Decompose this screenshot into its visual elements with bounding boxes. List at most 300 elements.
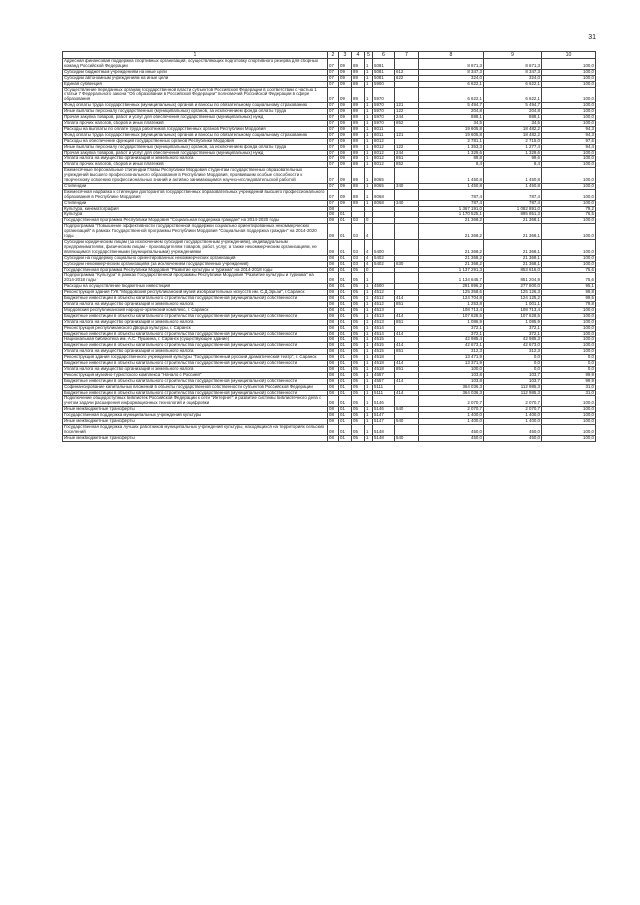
code-expense-type-cell: 121 — [395, 103, 419, 109]
amount-planned-cell: 125 358,6 — [419, 290, 484, 296]
amount-planned-cell: 8,4 — [419, 162, 484, 168]
code-subsection-cell: 09 — [339, 162, 352, 168]
code-section-cell: 07 — [328, 162, 339, 168]
percent-executed-cell: 99,9 — [542, 378, 596, 384]
percent-executed-cell: 100,0 — [542, 103, 596, 109]
row-name-cell: Бюджетные инвестиции в объекты капитального строительства государственной (муниципальной) собственности — [63, 313, 328, 319]
code-subprogram-cell: 1 — [365, 168, 373, 184]
code-subsection-cell: 01 — [339, 419, 352, 425]
row-name-cell: Софинансирование капитальных вложений в объекты государственной собственности субъектов Российской Федерации — [63, 384, 328, 390]
amount-executed-cell: 6 622,1 — [484, 81, 542, 87]
code-subsection-cell: 01 — [339, 284, 352, 290]
code-article-cell: 4518 — [373, 361, 395, 367]
code-subprogram-cell: 1 — [365, 301, 373, 307]
amount-executed-cell: 1 082 891,0 — [484, 206, 542, 212]
code-subsection-cell: 01 — [339, 261, 352, 267]
code-program-cell: 05 — [352, 273, 365, 284]
code-article-cell: 8012 — [373, 144, 395, 150]
code-program-cell: 05 — [352, 349, 365, 355]
code-expense-type-cell: 122 — [395, 109, 419, 115]
amount-planned-cell: 1 450,8 — [419, 168, 484, 184]
budget-table-sheet — [62, 51, 595, 442]
code-subprogram-cell: 1 — [365, 81, 373, 87]
amount-executed-cell: 107 628,5 — [484, 313, 542, 319]
code-program-cell: 05 — [352, 284, 365, 290]
amount-executed-cell: 21 368,1 — [484, 224, 542, 240]
code-program-cell: 05 — [352, 307, 365, 313]
code-program-cell: 05 — [352, 301, 365, 307]
amount-executed-cell: 312,3 — [484, 349, 542, 355]
code-program-cell: 89 — [352, 168, 365, 184]
code-subprogram-cell: 1 — [365, 75, 373, 81]
row-name-cell: Бюджетные инвестиции в объекты капитального строительства государственной (муниципальной) собственности — [63, 390, 328, 396]
row-name-cell: Бюджетные инвестиции в объекты капитального строительства государственной (муниципальной) собственности — [63, 378, 328, 384]
percent-executed-cell: 100,0 — [542, 115, 596, 121]
code-expense-type-cell: 244 — [395, 115, 419, 121]
code-article-cell: 4512 — [373, 290, 395, 296]
code-section-cell: 07 — [328, 138, 339, 144]
code-article-cell — [373, 273, 395, 284]
code-subprogram-cell: 0 — [365, 267, 373, 273]
code-subprogram-cell: 1 — [365, 313, 373, 319]
code-expense-type-cell: 414 — [395, 390, 419, 396]
code-article-cell — [373, 224, 395, 240]
amount-executed-cell: 1 400,0 — [484, 413, 542, 419]
code-program-cell: 89 — [352, 200, 365, 206]
code-section-cell: 08 — [328, 301, 339, 307]
column-number-row — [63, 52, 596, 59]
amount-executed-cell: 124 125,2 — [484, 296, 542, 302]
code-subsection-cell: 01 — [339, 240, 352, 256]
row-name-cell: Бюджетные инвестиции в объекты капитального строительства государственной (муниципальной) собственности — [63, 296, 328, 302]
row-name-cell: Уплата прочих налогов, сборов и иных платежей — [63, 162, 328, 168]
amount-planned-cell: 1 353,3 — [419, 144, 484, 150]
percent-executed-cell: 100,0 — [542, 407, 596, 413]
amount-executed-cell: 103,7 — [484, 372, 542, 378]
code-program-cell: 89 — [352, 156, 365, 162]
code-article-cell: 5111 — [373, 390, 395, 396]
code-article-cell: 8068 — [373, 200, 395, 206]
percent-executed-cell: 31,0 — [542, 384, 596, 390]
amount-executed-cell: 103,7 — [484, 378, 542, 384]
amount-executed-cell: 372,1 — [484, 331, 542, 337]
code-article-cell: 5146 — [373, 396, 395, 407]
percent-executed-cell: 75,6 — [542, 267, 596, 273]
row-name-cell: Реконструкция республиканского Дворца культуры, г. Саранск — [63, 325, 328, 331]
amount-planned-cell: 372,1 — [419, 325, 484, 331]
code-section-cell: 08 — [328, 273, 339, 284]
code-subsection-cell: 09 — [339, 115, 352, 121]
code-article-cell: 4515 — [373, 343, 395, 349]
code-subsection-cell: 01 — [339, 331, 352, 337]
amount-executed-cell: 5 494,7 — [484, 103, 542, 109]
code-article-cell: 8068 — [373, 189, 395, 200]
amount-planned-cell: 21 368,2 — [419, 224, 484, 240]
code-subsection-cell: 01 — [339, 212, 352, 218]
code-subsection-cell: 01 — [339, 290, 352, 296]
code-subprogram-cell: 1 — [365, 366, 373, 372]
code-subsection-cell: 01 — [339, 255, 352, 261]
percent-executed-cell: 100,0 — [542, 413, 596, 419]
code-article-cell: 4514 — [373, 331, 395, 337]
amount-planned-cell: 42 673,1 — [419, 343, 484, 349]
amount-planned-cell: 204,8 — [419, 109, 484, 115]
table-header — [63, 52, 596, 59]
code-subsection-cell: 01 — [339, 413, 352, 419]
percent-executed-cell: 100,0 — [542, 168, 596, 184]
percent-executed-cell: 100,0 — [542, 337, 596, 343]
code-program-cell: 05 — [352, 331, 365, 337]
row-name-cell: Государственная поддержка лучших работников муниципальных учреждений культуры, находящихся на территориях сельских поселений — [63, 425, 328, 436]
code-subsection-cell: 01 — [339, 301, 352, 307]
code-expense-type-cell: 414 — [395, 343, 419, 349]
percent-executed-cell: 0,0 — [542, 361, 596, 367]
amount-planned-cell: 19 605,8 — [419, 126, 484, 132]
amount-executed-cell: 112 985,3 — [484, 384, 542, 390]
code-subprogram-cell: 1 — [365, 59, 373, 70]
code-program-cell: 03 — [352, 218, 365, 224]
amount-planned-cell: 1 400,0 — [419, 419, 484, 425]
code-subsection-cell: 09 — [339, 183, 352, 189]
code-subsection-cell: 01 — [339, 337, 352, 343]
code-article-cell: 5081 — [373, 69, 395, 75]
row-name-cell: Иные выплаты персоналу государственных (муниципальных) органов, за исключением фонда оплаты труда — [63, 144, 328, 150]
code-subsection-cell: 09 — [339, 81, 352, 87]
code-subprogram-cell: 1 — [365, 284, 373, 290]
table-row — [63, 189, 596, 200]
amount-planned-cell: 787,4 — [419, 200, 484, 206]
code-article-cell: 4500 — [373, 284, 395, 290]
code-article-cell: 8011 — [373, 132, 395, 138]
code-expense-type-cell: 414 — [395, 331, 419, 337]
row-name-cell: Уплата налога на имущество организаций и земельного налога — [63, 349, 328, 355]
code-article-cell: 8012 — [373, 150, 395, 156]
row-name-cell: Прочая закупка товаров, работ и услуг для обеспечения государственных (муниципальных) нужд — [63, 150, 328, 156]
amount-planned-cell: 372,1 — [419, 331, 484, 337]
code-article-cell: 4513 — [373, 313, 395, 319]
amount-executed-cell: 1 277,4 — [484, 144, 542, 150]
code-section-cell: 07 — [328, 168, 339, 184]
code-expense-type-cell: 414 — [395, 313, 419, 319]
percent-executed-cell: 100,0 — [542, 81, 596, 87]
code-article-cell: 5111 — [373, 384, 395, 390]
amount-executed-cell: 2 070,7 — [484, 396, 542, 407]
code-subsection-cell: 01 — [339, 218, 352, 224]
code-program-cell: 89 — [352, 126, 365, 132]
code-subprogram-cell: 1 — [365, 331, 373, 337]
column-number: 7 — [395, 52, 419, 59]
code-section-cell: 08 — [328, 261, 339, 267]
code-article-cell: 4557 — [373, 378, 395, 384]
column-number: 6 — [373, 52, 395, 59]
amount-executed-cell: 787,4 — [484, 189, 542, 200]
code-article-cell: 4518 — [373, 355, 395, 361]
code-program-cell: 05 — [352, 343, 365, 349]
code-program-cell: 89 — [352, 115, 365, 121]
code-expense-type-cell — [395, 396, 419, 407]
row-name-cell: Ежемесячные персональные стипендии Главы Республики Мордовия студентам государственных образовательных учреждений высшего профессионального образования в Республике Мордовия, проявившим особые способности к творческому освоению профессиональных знаний и активно занимающимся научно-исследовательской работой — [63, 168, 328, 184]
row-name-cell: Расходы на осуществление бюджетных инвестиций — [63, 284, 328, 290]
code-program-cell: 89 — [352, 120, 365, 126]
percent-executed-cell: 99,8 — [542, 290, 596, 296]
code-subprogram-cell: 1 — [365, 162, 373, 168]
amount-planned-cell: 21 368,2 — [419, 255, 484, 261]
row-name-cell: Уплата налога на имущество организаций и земельного налога — [63, 156, 328, 162]
code-program-cell: 89 — [352, 183, 365, 189]
code-expense-type-cell: 851 — [395, 156, 419, 162]
amount-planned-cell: 364 036,3 — [419, 384, 484, 390]
amount-executed-cell: 1 450,8 — [484, 168, 542, 184]
row-name-cell: Стипендии — [63, 200, 328, 206]
code-section-cell: 08 — [328, 267, 339, 273]
percent-executed-cell: 100,0 — [542, 156, 596, 162]
amount-executed-cell: 34,5 — [484, 120, 542, 126]
code-expense-type-cell: 852 — [395, 162, 419, 168]
code-section-cell: 07 — [328, 189, 339, 200]
row-name-cell: Расходы на обеспечение функций государственных органов Республики Мордовия — [63, 138, 328, 144]
code-subsection-cell: 09 — [339, 156, 352, 162]
row-name-cell: Расходы на выплаты по оплате труда работников государственных органов Республики Мордовия — [63, 126, 328, 132]
row-name-cell: Реконструкция музейно-туристского комплекса "Начало с Россией" — [63, 372, 328, 378]
code-article-cell: 5970 — [373, 103, 395, 109]
code-section-cell: 07 — [328, 156, 339, 162]
percent-executed-cell: 95,1 — [542, 284, 596, 290]
amount-executed-cell: 108 713,4 — [484, 307, 542, 313]
percent-executed-cell: 94,4 — [542, 144, 596, 150]
code-expense-type-cell: 540 — [395, 435, 419, 441]
code-article-cell: 5148 — [373, 435, 395, 441]
code-program-cell: 05 — [352, 419, 365, 425]
percent-executed-cell: 100,0 — [542, 435, 596, 441]
code-section-cell: 08 — [328, 307, 339, 313]
code-expense-type-cell: 414 — [395, 296, 419, 302]
row-name-cell: Уплата налога на имущество организаций и земельного налога — [63, 301, 328, 307]
row-name-cell: Бюджетные инвестиции в объекты капитального строительства государственной (муниципальной) собственности — [63, 361, 328, 367]
percent-executed-cell: 100,0 — [542, 313, 596, 319]
amount-executed-cell: 1 001,1 — [484, 301, 542, 307]
code-expense-type-cell: 414 — [395, 378, 419, 384]
row-name-cell: Стипендии — [63, 183, 328, 189]
code-section-cell: 08 — [328, 337, 339, 343]
code-subprogram-cell: 1 — [365, 87, 373, 103]
code-section-cell: 08 — [328, 361, 339, 367]
amount-planned-cell: 34,5 — [419, 120, 484, 126]
amount-planned-cell: 108 713,4 — [419, 307, 484, 313]
amount-planned-cell: 6 622,1 — [419, 87, 484, 103]
amount-planned-cell: 13 471,9 — [419, 355, 484, 361]
code-subprogram-cell: 1 — [365, 384, 373, 390]
amount-planned-cell: 450,0 — [419, 435, 484, 441]
code-subsection-cell: 09 — [339, 120, 352, 126]
code-subsection-cell: 01 — [339, 319, 352, 325]
code-subsection-cell: 09 — [339, 75, 352, 81]
row-name-cell: Фонд оплаты труда государственных (муниципальных) органов и взносы по обязательному социальному страхованию — [63, 103, 328, 109]
code-subprogram-cell: 1 — [365, 120, 373, 126]
code-section-cell: 08 — [328, 212, 339, 218]
code-program-cell: 89 — [352, 138, 365, 144]
code-subsection-cell: 09 — [339, 59, 352, 70]
code-section-cell: 07 — [328, 144, 339, 150]
table-row — [63, 87, 596, 103]
percent-executed-cell: 100,0 — [542, 261, 596, 267]
code-subsection-cell: 01 — [339, 435, 352, 441]
code-article-cell: 8012 — [373, 138, 395, 144]
code-program-cell: 89 — [352, 75, 365, 81]
code-article-cell: 5081 — [373, 75, 395, 81]
percent-executed-cell: 79,2 — [542, 206, 596, 212]
row-name-cell: Культура, кинематография — [63, 206, 328, 212]
percent-executed-cell: 100,0 — [542, 75, 596, 81]
code-article-cell: 4518 — [373, 366, 395, 372]
amount-executed-cell: 1 450,8 — [484, 183, 542, 189]
code-expense-type-cell — [395, 189, 419, 200]
amount-planned-cell: 2 070,7 — [419, 407, 484, 413]
code-subsection-cell: 09 — [339, 138, 352, 144]
code-subsection-cell: 01 — [339, 343, 352, 349]
percent-executed-cell: 100,0 — [542, 69, 596, 75]
code-subsection-cell: 09 — [339, 87, 352, 103]
amount-executed-cell: 18 482,2 — [484, 126, 542, 132]
code-program-cell: 05 — [352, 378, 365, 384]
code-article-cell: 4513 — [373, 319, 395, 325]
code-program-cell: 03 — [352, 240, 365, 256]
code-article-cell: 8012 — [373, 156, 395, 162]
code-article-cell: 4557 — [373, 372, 395, 378]
code-program-cell: 89 — [352, 144, 365, 150]
code-subprogram-cell: 1 — [365, 200, 373, 206]
percent-executed-cell: 100,0 — [542, 349, 596, 355]
code-subprogram-cell: 1 — [365, 150, 373, 156]
amount-planned-cell: 13 371,9 — [419, 361, 484, 367]
code-subprogram-cell: 1 — [365, 413, 373, 419]
code-subsection-cell: 01 — [339, 407, 352, 413]
amount-planned-cell: 5 494,7 — [419, 103, 484, 109]
code-subprogram-cell: 1 — [365, 325, 373, 331]
code-program-cell: 03 — [352, 224, 365, 240]
column-number: 3 — [339, 52, 352, 59]
code-subprogram-cell: 1 — [365, 337, 373, 343]
code-article-cell: 8065 — [373, 168, 395, 184]
code-subsection-cell: 09 — [339, 103, 352, 109]
code-program-cell: 89 — [352, 69, 365, 75]
amount-planned-cell: 8 671,3 — [419, 59, 484, 70]
amount-planned-cell: 1 400,0 — [419, 413, 484, 419]
code-article-cell: 5970 — [373, 87, 395, 103]
code-program-cell: 89 — [352, 59, 365, 70]
percent-executed-cell: 100,0 — [542, 224, 596, 240]
percent-executed-cell: 100,0 — [542, 425, 596, 436]
table-row — [63, 168, 596, 184]
percent-executed-cell: 31,0 — [542, 390, 596, 396]
code-section-cell: 07 — [328, 115, 339, 121]
code-subsection-cell: 01 — [339, 224, 352, 240]
amount-executed-cell: 888,1 — [484, 115, 542, 121]
percent-executed-cell: 100,0 — [542, 120, 596, 126]
amount-planned-cell: 1 329,6 — [419, 150, 484, 156]
percent-executed-cell: 100,0 — [542, 343, 596, 349]
row-name-cell: Государственная программа Республики Мордовия "Социальная поддержка граждан" на 2014-2020 годы — [63, 218, 328, 224]
code-expense-type-cell: 414 — [395, 361, 419, 367]
code-subprogram-cell: 1 — [365, 349, 373, 355]
code-expense-type-cell — [395, 240, 419, 256]
amount-planned-cell: 1 086,9 — [419, 319, 484, 325]
code-section-cell: 07 — [328, 81, 339, 87]
code-subsection-cell: 01 — [339, 349, 352, 355]
code-section-cell: 07 — [328, 103, 339, 109]
percent-executed-cell: 94,3 — [542, 132, 596, 138]
code-subsection-cell: 09 — [339, 189, 352, 200]
column-number: 8 — [419, 52, 484, 59]
code-subprogram-cell: 1 — [365, 115, 373, 121]
code-article-cell: 5970 — [373, 120, 395, 126]
table-row — [63, 240, 596, 256]
code-article-cell: 5148 — [373, 425, 395, 436]
code-section-cell: 08 — [328, 224, 339, 240]
amount-executed-cell: 0,0 — [484, 361, 542, 367]
code-article-cell: 5147 — [373, 419, 395, 425]
code-expense-type-cell: 540 — [395, 419, 419, 425]
code-subsection-cell: 09 — [339, 168, 352, 184]
code-article-cell: 5081 — [373, 59, 395, 70]
amount-executed-cell: 2 070,7 — [484, 407, 542, 413]
code-section-cell: 08 — [328, 435, 339, 441]
code-section-cell: 08 — [328, 378, 339, 384]
code-program-cell: 89 — [352, 103, 365, 109]
amount-executed-cell: 6 622,1 — [484, 87, 542, 103]
code-expense-type-cell: 851 — [395, 366, 419, 372]
amount-planned-cell: 89,8 — [419, 156, 484, 162]
amount-planned-cell: 21 368,2 — [419, 261, 484, 267]
amount-planned-cell: 103,8 — [419, 378, 484, 384]
percent-executed-cell: 94,3 — [542, 126, 596, 132]
code-subprogram-cell: 1 — [365, 396, 373, 407]
amount-executed-cell: 895 851,3 — [484, 212, 542, 218]
code-section-cell: 08 — [328, 396, 339, 407]
percent-executed-cell: 100,0 — [542, 255, 596, 261]
code-program-cell: 89 — [352, 109, 365, 115]
column-number: 9 — [484, 52, 542, 59]
code-section-cell: 07 — [328, 87, 339, 103]
code-expense-type-cell: 340 — [395, 200, 419, 206]
amount-planned-cell: 1 137 291,3 — [419, 267, 484, 273]
row-name-cell: Ежемесячная надбавка к стипендии докторантов государственных образовательных учреждений высшего профессионального образования в Республике Мордовия — [63, 189, 328, 200]
code-article-cell: 5402 — [373, 255, 395, 261]
percent-executed-cell: 100,0 — [542, 218, 596, 224]
row-name-cell: Культура — [63, 212, 328, 218]
code-expense-type-cell: 851 — [395, 349, 419, 355]
code-subsection-cell: 09 — [339, 150, 352, 156]
amount-planned-cell: 1 253,8 — [419, 301, 484, 307]
column-number: 2 — [328, 52, 339, 59]
row-name-cell: Бюджетные инвестиции в объекты капитального строительства государственной (муниципальной) собственности — [63, 331, 328, 337]
column-number: 10 — [542, 52, 596, 59]
row-name-cell: Уплата налога на имущество организаций и земельного налога — [63, 319, 328, 325]
code-subsection-cell: 01 — [339, 384, 352, 390]
amount-planned-cell: 6 622,1 — [419, 81, 484, 87]
code-expense-type-cell — [395, 87, 419, 103]
code-subsection-cell: 01 — [339, 296, 352, 302]
percent-executed-cell: 100,0 — [542, 59, 596, 70]
code-subprogram-cell: 1 — [365, 372, 373, 378]
code-subprogram-cell: 1 — [365, 109, 373, 115]
code-section-cell: 08 — [328, 343, 339, 349]
code-article-cell: 5970 — [373, 109, 395, 115]
code-section-cell: 08 — [328, 313, 339, 319]
code-subsection-cell: 01 — [339, 361, 352, 367]
code-subsection-cell: 09 — [339, 200, 352, 206]
row-name-cell: Иные выплаты персоналу государственных (муниципальных) органов, за исключением фонда оплаты труда — [63, 109, 328, 115]
code-expense-type-cell: 630 — [395, 261, 419, 267]
